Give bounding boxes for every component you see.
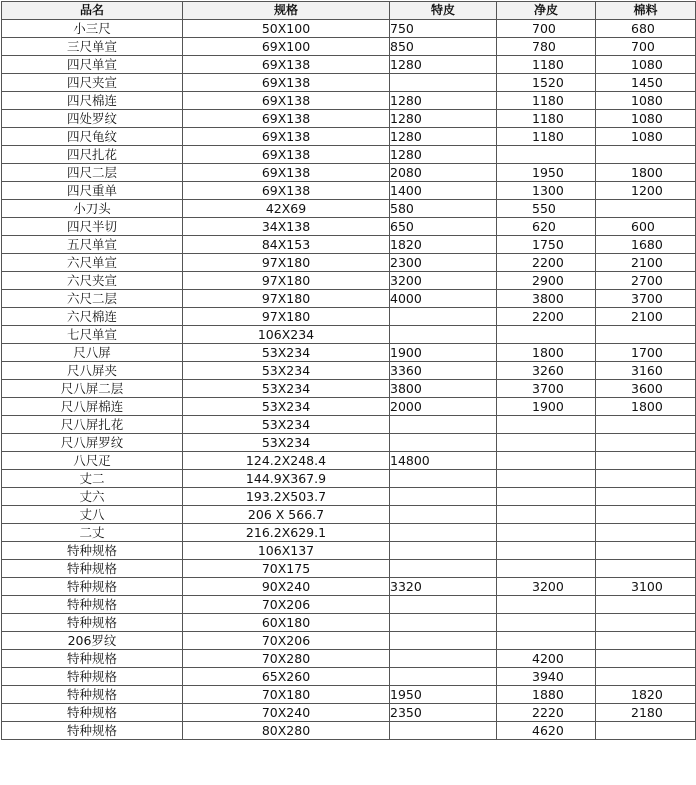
table-row <box>2 614 696 632</box>
cell-mianliao-price <box>596 650 696 668</box>
cell-product-name: 小三尺 <box>2 20 183 38</box>
table-row <box>2 218 696 236</box>
cell-tepi-price: 650 <box>390 218 497 236</box>
cell-product-name: 丈六 <box>2 488 183 506</box>
cell-mianliao-price: 3100 <box>596 578 696 596</box>
cell-spec: 193.2X503.7 <box>183 488 390 506</box>
cell-mianliao-price: 1080 <box>596 92 696 110</box>
cell-mianliao-price <box>596 488 696 506</box>
header-spec: 规格 <box>183 2 390 20</box>
cell-spec: 106X234 <box>183 326 390 344</box>
cell-spec: 42X69 <box>183 200 390 218</box>
cell-mianliao-price <box>596 452 696 470</box>
cell-product-name: 206罗纹 <box>2 632 183 650</box>
cell-product-name: 四尺重单 <box>2 182 183 200</box>
cell-product-name: 七尺单宣 <box>2 326 183 344</box>
table-row <box>2 326 696 344</box>
cell-product-name: 尺八屏 <box>2 344 183 362</box>
cell-jingpi-price <box>497 632 596 650</box>
table-row <box>2 506 696 524</box>
cell-jingpi-price: 4200 <box>497 650 596 668</box>
cell-mianliao-price: 3160 <box>596 362 696 380</box>
table-row <box>2 578 696 596</box>
cell-jingpi-price: 780 <box>497 38 596 56</box>
cell-spec: 53X234 <box>183 434 390 452</box>
cell-tepi-price <box>390 650 497 668</box>
cell-spec: 70X240 <box>183 704 390 722</box>
cell-spec: 216.2X629.1 <box>183 524 390 542</box>
table-row <box>2 236 696 254</box>
table-row <box>2 560 696 578</box>
cell-jingpi-price: 1950 <box>497 164 596 182</box>
cell-mianliao-price <box>596 470 696 488</box>
cell-tepi-price: 1400 <box>390 182 497 200</box>
cell-spec: 70X180 <box>183 686 390 704</box>
cell-spec: 69X138 <box>183 110 390 128</box>
cell-product-name: 特种规格 <box>2 542 183 560</box>
table-row <box>2 254 696 272</box>
cell-mianliao-price: 2100 <box>596 254 696 272</box>
cell-mianliao-price <box>596 668 696 686</box>
cell-tepi-price: 1280 <box>390 128 497 146</box>
cell-product-name: 二丈 <box>2 524 183 542</box>
table-row <box>2 38 696 56</box>
cell-mianliao-price: 1080 <box>596 128 696 146</box>
cell-jingpi-price <box>497 524 596 542</box>
cell-product-name: 四尺半切 <box>2 218 183 236</box>
cell-mianliao-price: 3600 <box>596 380 696 398</box>
table-row <box>2 380 696 398</box>
cell-tepi-price <box>390 524 497 542</box>
cell-jingpi-price: 1300 <box>497 182 596 200</box>
table-row <box>2 344 696 362</box>
cell-product-name: 特种规格 <box>2 650 183 668</box>
cell-jingpi-price: 1180 <box>497 92 596 110</box>
table-row <box>2 92 696 110</box>
cell-spec: 206 X 566.7 <box>183 506 390 524</box>
cell-tepi-price: 1280 <box>390 92 497 110</box>
cell-tepi-price: 1280 <box>390 110 497 128</box>
cell-jingpi-price: 700 <box>497 20 596 38</box>
cell-jingpi-price: 1180 <box>497 110 596 128</box>
cell-mianliao-price: 1820 <box>596 686 696 704</box>
cell-spec: 144.9X367.9 <box>183 470 390 488</box>
cell-tepi-price <box>390 722 497 740</box>
cell-product-name: 尺八屏扎花 <box>2 416 183 434</box>
cell-spec: 69X138 <box>183 92 390 110</box>
cell-product-name: 小刀头 <box>2 200 183 218</box>
header-jingpi: 净皮 <box>497 2 596 20</box>
cell-jingpi-price: 2900 <box>497 272 596 290</box>
table-row <box>2 632 696 650</box>
cell-mianliao-price: 1450 <box>596 74 696 92</box>
cell-tepi-price: 3800 <box>390 380 497 398</box>
table-row <box>2 452 696 470</box>
table-row <box>2 56 696 74</box>
cell-tepi-price <box>390 434 497 452</box>
cell-jingpi-price <box>497 452 596 470</box>
cell-product-name: 丈八 <box>2 506 183 524</box>
cell-tepi-price: 1280 <box>390 146 497 164</box>
cell-tepi-price: 750 <box>390 20 497 38</box>
cell-spec: 90X240 <box>183 578 390 596</box>
cell-tepi-price <box>390 470 497 488</box>
cell-product-name: 尺八屏二层 <box>2 380 183 398</box>
cell-jingpi-price: 1800 <box>497 344 596 362</box>
cell-spec: 53X234 <box>183 416 390 434</box>
cell-spec: 53X234 <box>183 362 390 380</box>
cell-tepi-price: 3200 <box>390 272 497 290</box>
cell-tepi-price <box>390 416 497 434</box>
cell-tepi-price <box>390 668 497 686</box>
cell-product-name: 六尺单宣 <box>2 254 183 272</box>
cell-tepi-price <box>390 596 497 614</box>
cell-tepi-price: 14800 <box>390 452 497 470</box>
cell-mianliao-price: 1680 <box>596 236 696 254</box>
cell-jingpi-price <box>497 326 596 344</box>
cell-product-name: 丈二 <box>2 470 183 488</box>
cell-mianliao-price <box>596 146 696 164</box>
cell-tepi-price: 850 <box>390 38 497 56</box>
table-row <box>2 650 696 668</box>
cell-tepi-price: 2000 <box>390 398 497 416</box>
cell-tepi-price <box>390 632 497 650</box>
cell-spec: 53X234 <box>183 398 390 416</box>
cell-mianliao-price: 1080 <box>596 56 696 74</box>
cell-jingpi-price <box>497 434 596 452</box>
cell-jingpi-price: 1180 <box>497 128 596 146</box>
cell-jingpi-price <box>497 560 596 578</box>
cell-spec: 69X138 <box>183 146 390 164</box>
cell-mianliao-price <box>596 722 696 740</box>
cell-spec: 34X138 <box>183 218 390 236</box>
cell-jingpi-price: 1520 <box>497 74 596 92</box>
cell-spec: 69X138 <box>183 182 390 200</box>
cell-jingpi-price <box>497 614 596 632</box>
cell-tepi-price: 3320 <box>390 578 497 596</box>
cell-tepi-price: 1900 <box>390 344 497 362</box>
cell-spec: 53X234 <box>183 380 390 398</box>
cell-product-name: 六尺二层 <box>2 290 183 308</box>
table-row <box>2 434 696 452</box>
table-row <box>2 290 696 308</box>
cell-product-name: 四尺棉连 <box>2 92 183 110</box>
cell-spec: 97X180 <box>183 272 390 290</box>
cell-mianliao-price: 1080 <box>596 110 696 128</box>
cell-spec: 70X206 <box>183 632 390 650</box>
cell-tepi-price: 2080 <box>390 164 497 182</box>
table-row <box>2 398 696 416</box>
table-row <box>2 524 696 542</box>
cell-spec: 106X137 <box>183 542 390 560</box>
cell-jingpi-price: 1900 <box>497 398 596 416</box>
table-row <box>2 704 696 722</box>
header-tepi: 特皮 <box>390 2 497 20</box>
cell-spec: 124.2X248.4 <box>183 452 390 470</box>
cell-spec: 97X180 <box>183 254 390 272</box>
table-row <box>2 542 696 560</box>
cell-mianliao-price: 1700 <box>596 344 696 362</box>
cell-mianliao-price <box>596 614 696 632</box>
cell-product-name: 特种规格 <box>2 578 183 596</box>
cell-spec: 53X234 <box>183 344 390 362</box>
cell-jingpi-price <box>497 542 596 560</box>
cell-mianliao-price <box>596 416 696 434</box>
cell-jingpi-price: 4620 <box>497 722 596 740</box>
cell-jingpi-price: 1180 <box>497 56 596 74</box>
cell-tepi-price <box>390 560 497 578</box>
cell-product-name: 六尺夹宣 <box>2 272 183 290</box>
cell-tepi-price <box>390 506 497 524</box>
header-mianliao: 棉料 <box>596 2 696 20</box>
cell-tepi-price: 1820 <box>390 236 497 254</box>
cell-jingpi-price: 550 <box>497 200 596 218</box>
table-row <box>2 146 696 164</box>
cell-tepi-price <box>390 614 497 632</box>
table-row <box>2 272 696 290</box>
cell-mianliao-price <box>596 326 696 344</box>
cell-jingpi-price <box>497 146 596 164</box>
cell-product-name: 八尺疋 <box>2 452 183 470</box>
cell-spec: 97X180 <box>183 308 390 326</box>
cell-tepi-price: 2300 <box>390 254 497 272</box>
cell-product-name: 尺八屏棉连 <box>2 398 183 416</box>
cell-mianliao-price: 700 <box>596 38 696 56</box>
cell-spec: 69X138 <box>183 128 390 146</box>
cell-jingpi-price <box>497 416 596 434</box>
cell-spec: 69X138 <box>183 164 390 182</box>
cell-jingpi-price <box>497 596 596 614</box>
table-body <box>2 20 696 740</box>
table-row <box>2 200 696 218</box>
cell-product-name: 四尺二层 <box>2 164 183 182</box>
cell-tepi-price: 2350 <box>390 704 497 722</box>
cell-mianliao-price: 680 <box>596 20 696 38</box>
cell-spec: 60X180 <box>183 614 390 632</box>
cell-product-name: 四尺龟纹 <box>2 128 183 146</box>
cell-mianliao-price <box>596 632 696 650</box>
table-row <box>2 362 696 380</box>
cell-product-name: 尺八屏罗纹 <box>2 434 183 452</box>
cell-spec: 70X175 <box>183 560 390 578</box>
cell-tepi-price <box>390 308 497 326</box>
table-row <box>2 182 696 200</box>
cell-jingpi-price: 3260 <box>497 362 596 380</box>
cell-mianliao-price <box>596 596 696 614</box>
cell-jingpi-price <box>497 488 596 506</box>
cell-jingpi-price: 3940 <box>497 668 596 686</box>
table-row <box>2 416 696 434</box>
cell-spec: 50X100 <box>183 20 390 38</box>
cell-tepi-price <box>390 542 497 560</box>
cell-mianliao-price: 1200 <box>596 182 696 200</box>
cell-tepi-price: 580 <box>390 200 497 218</box>
cell-mianliao-price: 1800 <box>596 398 696 416</box>
cell-tepi-price: 1280 <box>390 56 497 74</box>
table-row <box>2 308 696 326</box>
cell-jingpi-price: 3200 <box>497 578 596 596</box>
table-row <box>2 686 696 704</box>
cell-product-name: 四尺夹宣 <box>2 74 183 92</box>
table-row <box>2 74 696 92</box>
cell-tepi-price <box>390 488 497 506</box>
header-row <box>2 2 696 20</box>
cell-spec: 80X280 <box>183 722 390 740</box>
cell-product-name: 四尺单宣 <box>2 56 183 74</box>
table-row <box>2 470 696 488</box>
cell-product-name: 特种规格 <box>2 614 183 632</box>
cell-tepi-price <box>390 74 497 92</box>
cell-spec: 70X206 <box>183 596 390 614</box>
cell-mianliao-price <box>596 560 696 578</box>
table-row <box>2 128 696 146</box>
cell-tepi-price: 1950 <box>390 686 497 704</box>
cell-mianliao-price: 3700 <box>596 290 696 308</box>
header-product-name: 品名 <box>2 2 183 20</box>
cell-product-name: 三尺单宣 <box>2 38 183 56</box>
cell-product-name: 四处罗纹 <box>2 110 183 128</box>
cell-product-name: 五尺单宣 <box>2 236 183 254</box>
cell-mianliao-price: 2100 <box>596 308 696 326</box>
cell-product-name: 六尺棉连 <box>2 308 183 326</box>
cell-product-name: 尺八屏夹 <box>2 362 183 380</box>
cell-jingpi-price: 3800 <box>497 290 596 308</box>
cell-tepi-price: 4000 <box>390 290 497 308</box>
cell-jingpi-price <box>497 470 596 488</box>
price-table <box>1 1 696 740</box>
cell-spec: 84X153 <box>183 236 390 254</box>
cell-mianliao-price <box>596 542 696 560</box>
cell-spec: 65X260 <box>183 668 390 686</box>
cell-spec: 69X100 <box>183 38 390 56</box>
table-row <box>2 110 696 128</box>
cell-jingpi-price <box>497 506 596 524</box>
table-row <box>2 20 696 38</box>
cell-tepi-price: 3360 <box>390 362 497 380</box>
cell-spec: 69X138 <box>183 74 390 92</box>
cell-product-name: 特种规格 <box>2 686 183 704</box>
cell-jingpi-price: 620 <box>497 218 596 236</box>
cell-product-name: 特种规格 <box>2 668 183 686</box>
cell-mianliao-price: 1800 <box>596 164 696 182</box>
cell-mianliao-price <box>596 506 696 524</box>
cell-jingpi-price: 2220 <box>497 704 596 722</box>
cell-mianliao-price <box>596 524 696 542</box>
table-row <box>2 668 696 686</box>
cell-jingpi-price: 1750 <box>497 236 596 254</box>
cell-mianliao-price <box>596 200 696 218</box>
cell-spec: 97X180 <box>183 290 390 308</box>
cell-product-name: 特种规格 <box>2 560 183 578</box>
cell-mianliao-price <box>596 434 696 452</box>
cell-jingpi-price: 3700 <box>497 380 596 398</box>
table-row <box>2 596 696 614</box>
cell-product-name: 四尺扎花 <box>2 146 183 164</box>
cell-mianliao-price: 600 <box>596 218 696 236</box>
cell-mianliao-price: 2700 <box>596 272 696 290</box>
cell-jingpi-price: 2200 <box>497 254 596 272</box>
table-row <box>2 722 696 740</box>
cell-jingpi-price: 2200 <box>497 308 596 326</box>
cell-product-name: 特种规格 <box>2 596 183 614</box>
cell-product-name: 特种规格 <box>2 722 183 740</box>
cell-tepi-price <box>390 326 497 344</box>
table-row <box>2 488 696 506</box>
cell-mianliao-price: 2180 <box>596 704 696 722</box>
cell-product-name: 特种规格 <box>2 704 183 722</box>
cell-spec: 70X280 <box>183 650 390 668</box>
cell-jingpi-price: 1880 <box>497 686 596 704</box>
cell-spec: 69X138 <box>183 56 390 74</box>
table-row <box>2 164 696 182</box>
